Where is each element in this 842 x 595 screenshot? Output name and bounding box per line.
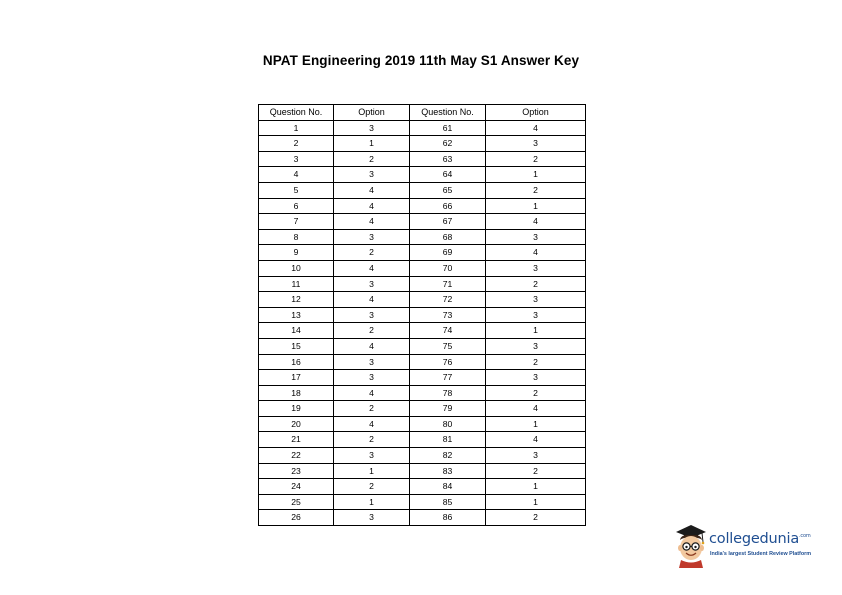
question-no-cell: 22 <box>259 448 334 464</box>
table-row <box>259 198 586 214</box>
column-header-option: Option <box>486 105 586 121</box>
option-cell: 2 <box>486 510 586 526</box>
question-no-cell: 69 <box>410 245 486 261</box>
question-no-cell: 1 <box>259 120 334 136</box>
table-row <box>259 463 586 479</box>
option-cell: 3 <box>486 307 586 323</box>
question-no-cell: 20 <box>259 416 334 432</box>
question-no-cell: 10 <box>259 260 334 276</box>
question-no-cell: 23 <box>259 463 334 479</box>
table-row <box>259 448 586 464</box>
column-header-question-no: Question No. <box>259 105 334 121</box>
question-no-cell: 16 <box>259 354 334 370</box>
option-cell: 3 <box>334 120 410 136</box>
option-cell: 3 <box>486 136 586 152</box>
question-no-cell: 6 <box>259 198 334 214</box>
option-cell: 3 <box>334 229 410 245</box>
table-row <box>259 370 586 386</box>
option-cell: 3 <box>334 307 410 323</box>
table-body <box>259 120 586 525</box>
question-no-cell: 77 <box>410 370 486 386</box>
question-no-cell: 82 <box>410 448 486 464</box>
answer-key-table <box>258 104 586 526</box>
question-no-cell: 19 <box>259 401 334 417</box>
option-cell: 3 <box>486 448 586 464</box>
option-cell: 2 <box>334 401 410 417</box>
question-no-cell: 12 <box>259 292 334 308</box>
option-cell: 1 <box>486 416 586 432</box>
question-no-cell: 3 <box>259 151 334 167</box>
option-cell: 4 <box>334 416 410 432</box>
question-no-cell: 72 <box>410 292 486 308</box>
logo-wordmark: collegedunia$^{.com}$ <box>709 531 811 547</box>
option-cell: 2 <box>486 354 586 370</box>
question-no-cell: 9 <box>259 245 334 261</box>
question-no-cell: 74 <box>410 323 486 339</box>
question-no-cell: 75 <box>410 338 486 354</box>
collegedunia-logo <box>672 522 822 570</box>
option-cell: 1 <box>486 479 586 495</box>
question-no-cell: 67 <box>410 214 486 230</box>
question-no-cell: 76 <box>410 354 486 370</box>
table-row <box>259 276 586 292</box>
option-cell: 4 <box>334 198 410 214</box>
option-cell: 3 <box>486 338 586 354</box>
table-row <box>259 416 586 432</box>
table-row <box>259 136 586 152</box>
option-cell: 4 <box>334 182 410 198</box>
option-cell: 3 <box>486 292 586 308</box>
mascot-icon <box>672 522 710 568</box>
table-row <box>259 323 586 339</box>
question-no-cell: 7 <box>259 214 334 230</box>
option-cell: 4 <box>334 385 410 401</box>
question-no-cell: 14 <box>259 323 334 339</box>
question-no-cell: 81 <box>410 432 486 448</box>
option-cell: 3 <box>334 276 410 292</box>
option-cell: 3 <box>334 370 410 386</box>
question-no-cell: 18 <box>259 385 334 401</box>
question-no-cell: 70 <box>410 260 486 276</box>
option-cell: 4 <box>334 292 410 308</box>
option-cell: 2 <box>334 432 410 448</box>
table-header-row <box>259 105 586 121</box>
table-row <box>259 167 586 183</box>
option-cell: 2 <box>486 385 586 401</box>
table-row <box>259 151 586 167</box>
question-no-cell: 24 <box>259 479 334 495</box>
table-row <box>259 260 586 276</box>
question-no-cell: 17 <box>259 370 334 386</box>
table-row <box>259 401 586 417</box>
question-no-cell: 78 <box>410 385 486 401</box>
option-cell: 2 <box>334 151 410 167</box>
question-no-cell: 73 <box>410 307 486 323</box>
question-no-cell: 85 <box>410 494 486 510</box>
option-cell: 1 <box>486 323 586 339</box>
question-no-cell: 86 <box>410 510 486 526</box>
question-no-cell: 79 <box>410 401 486 417</box>
table-row <box>259 354 586 370</box>
option-cell: 4 <box>486 432 586 448</box>
question-no-cell: 61 <box>410 120 486 136</box>
option-cell: 4 <box>334 260 410 276</box>
table-row <box>259 229 586 245</box>
option-cell: 1 <box>334 136 410 152</box>
table-row <box>259 120 586 136</box>
page-title: NPAT Engineering 2019 11th May S1 Answer Key <box>262 53 580 68</box>
table-row <box>259 510 586 526</box>
table-row <box>259 214 586 230</box>
option-cell: 4 <box>486 120 586 136</box>
option-cell: 4 <box>486 245 586 261</box>
question-no-cell: 83 <box>410 463 486 479</box>
question-no-cell: 62 <box>410 136 486 152</box>
option-cell: 1 <box>334 494 410 510</box>
option-cell: 3 <box>334 354 410 370</box>
option-cell: 4 <box>334 214 410 230</box>
table-row <box>259 432 586 448</box>
table-row <box>259 292 586 308</box>
question-no-cell: 65 <box>410 182 486 198</box>
option-cell: 3 <box>334 448 410 464</box>
question-no-cell: 63 <box>410 151 486 167</box>
option-cell: 4 <box>486 401 586 417</box>
question-no-cell: 8 <box>259 229 334 245</box>
option-cell: 3 <box>486 370 586 386</box>
option-cell: 3 <box>486 229 586 245</box>
column-header-question-no: Question No. <box>410 105 486 121</box>
question-no-cell: 13 <box>259 307 334 323</box>
table-row <box>259 245 586 261</box>
option-cell: 1 <box>334 463 410 479</box>
question-no-cell: 26 <box>259 510 334 526</box>
question-no-cell: 84 <box>410 479 486 495</box>
option-cell: 1 <box>486 167 586 183</box>
question-no-cell: 15 <box>259 338 334 354</box>
option-cell: 2 <box>334 479 410 495</box>
table-row <box>259 338 586 354</box>
question-no-cell: 68 <box>410 229 486 245</box>
table-row <box>259 385 586 401</box>
table-row <box>259 494 586 510</box>
question-no-cell: 21 <box>259 432 334 448</box>
option-cell: 1 <box>486 494 586 510</box>
option-cell: 2 <box>334 245 410 261</box>
option-cell: 2 <box>334 323 410 339</box>
question-no-cell: 4 <box>259 167 334 183</box>
question-no-cell: 66 <box>410 198 486 214</box>
option-cell: 2 <box>486 151 586 167</box>
question-no-cell: 5 <box>259 182 334 198</box>
option-cell: 2 <box>486 463 586 479</box>
table-row <box>259 307 586 323</box>
question-no-cell: 64 <box>410 167 486 183</box>
option-cell: 4 <box>334 338 410 354</box>
option-cell: 2 <box>486 182 586 198</box>
question-no-cell: 80 <box>410 416 486 432</box>
option-cell: 1 <box>486 198 586 214</box>
logo-tagline: India's largest Student Review Platform <box>710 551 812 557</box>
option-cell: 3 <box>334 167 410 183</box>
column-header-option: Option <box>334 105 410 121</box>
table-row <box>259 479 586 495</box>
question-no-cell: 2 <box>259 136 334 152</box>
table-row <box>259 182 586 198</box>
option-cell: 4 <box>486 214 586 230</box>
question-no-cell: 11 <box>259 276 334 292</box>
question-no-cell: 71 <box>410 276 486 292</box>
option-cell: 3 <box>486 260 586 276</box>
option-cell: 2 <box>486 276 586 292</box>
option-cell: 3 <box>334 510 410 526</box>
question-no-cell: 25 <box>259 494 334 510</box>
